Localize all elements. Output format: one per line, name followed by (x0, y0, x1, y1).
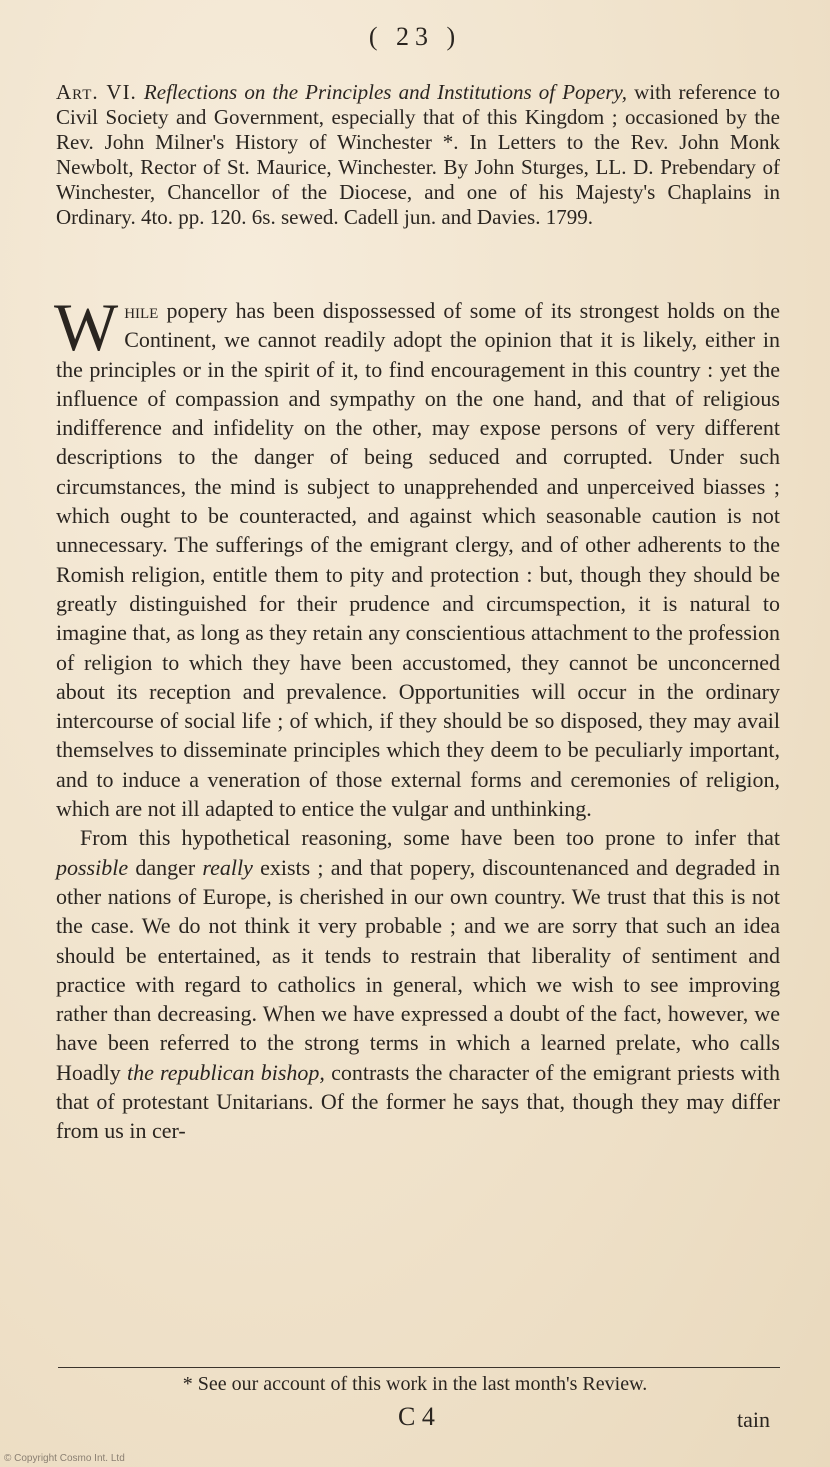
footnote: * See our account of this work in the last month's Review. (182, 1373, 648, 1395)
article-heading (56, 80, 780, 230)
opening-smallcaps: hile (124, 298, 159, 323)
paragraph-2 (56, 823, 780, 1145)
paragraph-2-text-d: contrasts the character of the emigrant priests with that of protestant Unitarians. Of the former he says that, though they may differ from us in cer- (56, 1059, 780, 1144)
article-label: Art. VI. (56, 80, 137, 104)
paragraph-1-text: popery has been dispossessed of some of its strongest holds on the Continent, we cannot readily adopt the opinion that it is likely, either in the principles or in the spirit of it, to find encouragement in this country : yet the influence of compassion and sympathy on the one hand, and that of religious indifference and infidelity on the other, may expose persons of very different descriptions to the danger of being seduced and corrupted. Under such circumstances, the mind is subject to unapprehended and unperceived biasses ; which ought to be counteracted, and against which seasonable caution is not unnecessary. The sufferings of the emigrant clergy, and of other adherents to the Romish religion, entitle them to pity and protection : but, though they should be greatly distinguished for their prudence and circumspection, it is natural to imagine that, as long as they retain any conscientious attachment to the profession of religion to which they have been accustomed, they cannot be unconcerned about its reception and prevalence. Opportunities will occur in the ordinary intercourse of social life ; of which, if they should be so disposed, they may avail themselves to disseminate principles which they deem to be peculiarly important, and to induce a veneration of those external forms and ceremonies of religion, which are not ill adapted to entice the vulgar and unthinking. (56, 298, 780, 822)
copyright-watermark: © Copyright Cosmo Int. Ltd (4, 1453, 125, 1464)
catchword: tain (737, 1407, 770, 1432)
italic-really: really (202, 854, 253, 880)
page-number: ( 23 ) (368, 22, 462, 51)
article-title: Reflections on the Principles and Institutions of Popery, (143, 80, 627, 104)
footnote-divider (58, 1367, 780, 1368)
italic-republican-bishop: the republican bishop, (126, 1059, 325, 1085)
paragraph-2-text-b: danger (128, 854, 203, 880)
drop-cap: W (54, 289, 119, 365)
paragraph-2-text-c: exists ; and that popery, discountenanced and degraded in other nations of Europe, is cherished in our own country. We trust that this is not the case. We do not think it very probable ; and we are sorry that such an idea should be entertained, as it tends to restrain that liberality of sentiment and practice with regard to catholics in general, which we wish to see improving rather than decreasing. When we have expressed a doubt of the fact, however, we have been referred to the strong terms in which a learned prelate, who calls Hoadly (56, 854, 781, 1085)
italic-possible: possible (56, 854, 129, 880)
article-body (54, 289, 781, 1146)
article-details: with reference to Civil Society and Government, especially that of this Kingdom ; occasioned by the Rev. John Milner's History of Winchester *. In Letters to the Rev. John Monk Newbolt, Rector of St. Maurice, Winchester. By John Sturges, LL. D. Prebendary of Winchester, Chancellor of the Diocese, and one of his Majesty's Chaplains in Ordinary. 4to. pp. 120. 6s. sewed. Cadell jun. and Davies. 1799. (56, 80, 781, 229)
paragraph-2-text-a: From this hypothetical reasoning, some have been too prone to infer that (80, 825, 780, 851)
paragraph-1 (54, 289, 780, 823)
signature-mark: C 4 (398, 1402, 435, 1431)
